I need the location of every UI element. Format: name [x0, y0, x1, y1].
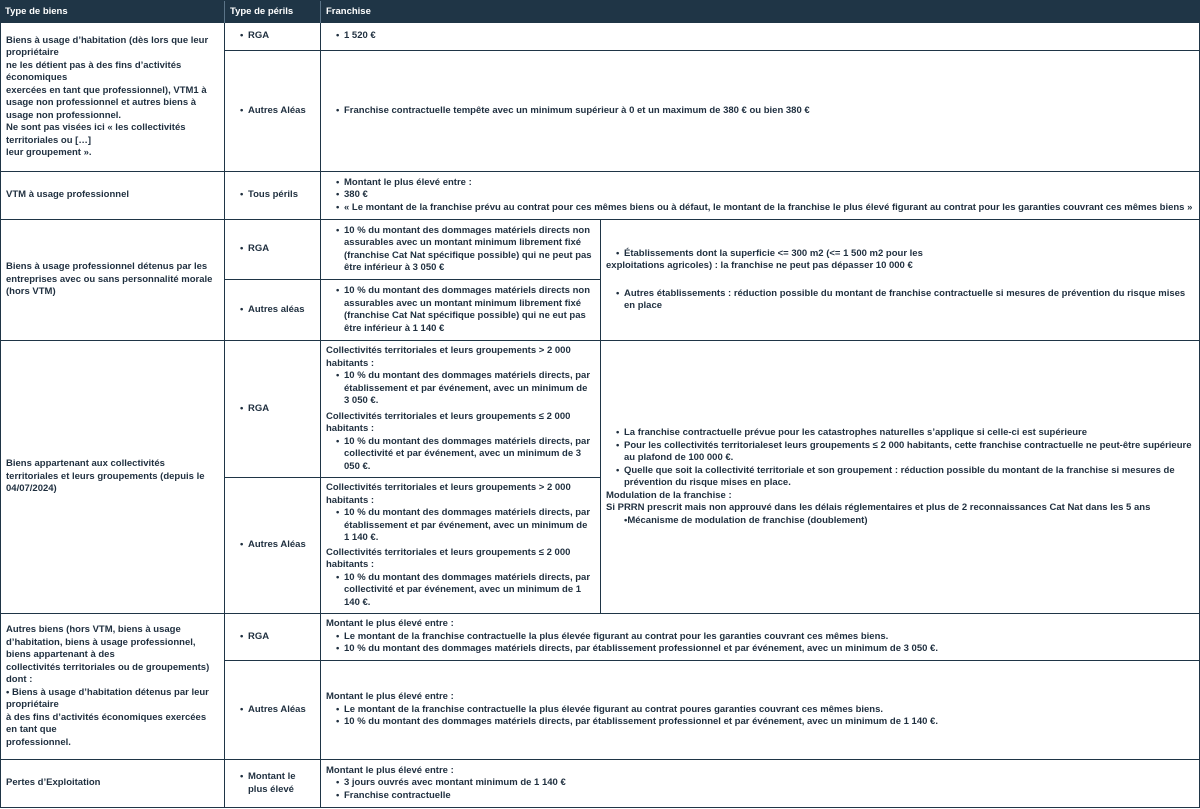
- franchise-item: • Franchise contractuelle tempête avec un minimum supérieur à 0 et un maximum de 380 € ou bien 380 €: [336, 105, 1194, 118]
- franchise-item: • Franchise contractuelle: [336, 790, 1194, 803]
- type-line: leur groupement ».: [6, 147, 92, 158]
- peril-label: • Autres Aléas: [240, 105, 315, 118]
- franchise-item: • 10 % du montant des dommages matériels directs, par collectivité et par événement, avec un minimum de 1 140 €.: [336, 572, 595, 610]
- franchise-item: • 10 % du montant des dommages matériels directs, par établissement et par événement, avec un minimum de 3 050 €.: [336, 370, 595, 408]
- peril-label: • Tous périls: [240, 189, 315, 202]
- franchise-item: • 10 % du montant des dommages matériels directs, par collectivité et par événement, avec un minimum de 3 050 €.: [336, 436, 595, 474]
- franchise-heading: Collectivités territoriales et leurs groupements ≤ 2 000 habitants :: [326, 410, 571, 434]
- franchise-cell: [320, 280, 600, 341]
- type-autres-biens: [0, 614, 224, 760]
- peril-autres-aleas: [224, 661, 320, 760]
- peril-label: • Autres aléas: [240, 304, 315, 317]
- peril-label: • RGA: [240, 631, 315, 644]
- franchise-cell: [320, 661, 1200, 760]
- franchise-item: • 10 % du montant des dommages matériels directs, par établissement professionnel et par événement, avec un minimum de 1 140 €.: [336, 716, 1194, 729]
- condition-item: • Quelle que soit la collectivité territoriale et son groupement : réduction possible du montant de la franchise si mesures de prévention du risque mises en place.: [616, 465, 1194, 490]
- peril-rga: [224, 23, 320, 51]
- franchise-heading: Montant le plus élevé entre :: [326, 691, 454, 703]
- header-type-de-biens: Type de biens: [0, 1, 224, 23]
- peril-autres-aleas: [224, 51, 320, 172]
- peril-label: • RGA: [240, 30, 315, 43]
- franchise-heading: Montant le plus élevé entre :: [326, 764, 454, 776]
- franchise-heading: Collectivités territoriales et leurs groupements > 2 000 habitants :: [326, 482, 571, 506]
- peril-label: • Montant le plus élevé: [240, 771, 315, 796]
- modulation-text: Si PRRN prescrit mais non approuvé dans les délais réglementaires et plus de 2 reconnaissances Cat Nat dans les 5 ans: [606, 502, 1151, 513]
- type-line: • Biens à usage d’habitation détenus par leur propriétaire: [6, 686, 209, 710]
- peril-label: • Autres Aléas: [240, 539, 315, 552]
- header-type-de-perils: Type de périls: [224, 1, 320, 23]
- franchise-item: • Le montant de la franchise contractuelle la plus élevée figurant au contrat pour les garanties couvrant ces mêmes biens.: [336, 631, 1194, 644]
- franchise-cell: [320, 614, 1200, 661]
- peril-montant: [224, 760, 320, 808]
- franchise-heading: Montant le plus élevé entre :: [326, 618, 454, 630]
- franchise-item: • 1 520 €: [336, 30, 1194, 43]
- peril-label: • RGA: [240, 403, 315, 416]
- type-line: exercées en tant que professionnel), VTM1 à usage non professionnel et autres biens à usage non professionnel.: [6, 84, 207, 121]
- type-biens-pro: Biens à usage professionnel détenus par les entreprises avec ou sans personnalité morale (hors VTM): [0, 220, 224, 341]
- condition-item: • Autres établissements : réduction possible du montant de franchise contractuelle si mesures de prévention du risque mises en place: [616, 288, 1194, 313]
- type-pertes-exploitation: Pertes d’Exploitation: [0, 760, 224, 808]
- franchise-item: • 3 jours ouvrés avec montant minimum de 1 140 €: [336, 777, 1194, 790]
- peril-label: • RGA: [240, 243, 315, 256]
- condition-line: Établissements dont la superficie <= 300 m2 (<= 1 500 m2 pour les: [624, 247, 923, 259]
- peril-rga: [224, 220, 320, 280]
- peril-autres-aleas: [224, 280, 320, 341]
- franchise-cell: [320, 760, 1200, 808]
- type-collectivites: Biens appartenant aux collectivités territoriales et leurs groupements (depuis le 04/07/2024): [0, 341, 224, 614]
- franchise-heading: Collectivités territoriales et leurs groupements > 2 000 habitants :: [326, 345, 571, 369]
- type-line: professionnel.: [6, 736, 71, 748]
- peril-autres-aleas: [224, 478, 320, 614]
- type-line: ne les détient pas à des fins d’activités économiques: [6, 59, 182, 83]
- type-line: Ne sont pas visées ici « les collectivités territoriales ou […]: [6, 122, 186, 146]
- franchise-conditions: [600, 341, 1200, 614]
- modulation-item: •Mécanisme de modulation de franchise (doublement): [624, 514, 868, 526]
- franchise-item: • Montant le plus élevé entre :: [336, 177, 1194, 190]
- condition-line: exploitations agricoles) : la franchise ne peut pas dépasser 10 000 €: [606, 260, 913, 271]
- franchise-cell: [320, 51, 1200, 172]
- franchise-item: • 10 % du montant des dommages matériels directs, par établissement et par événement, avec un minimum de 1 140 €.: [336, 507, 595, 545]
- condition-item: [616, 248, 1194, 261]
- franchise-cell: [320, 341, 600, 478]
- header-franchise: Franchise: [320, 1, 1200, 23]
- peril-label: • Autres Aléas: [240, 704, 315, 717]
- peril-rga: [224, 614, 320, 661]
- franchise-item: • 10 % du montant des dommages matériels directs, par établissement professionnel et par événement, avec un minimum de 3 050 €.: [336, 643, 1194, 656]
- franchise-item: • 380 €: [336, 189, 1194, 202]
- franchise-item: • « Le montant de la franchise prévu au contrat pour ces mêmes biens ou à défaut, le montant de la franchise le plus élevé figurant au contrat pour les garanties couvrant ces mêmes biens »: [336, 202, 1194, 215]
- franchise-cell: [320, 23, 1200, 51]
- type-line: Biens à usage d’habitation (dès lors que leur propriétaire: [6, 34, 209, 58]
- modulation-title: Modulation de la franchise :: [606, 489, 732, 501]
- franchise-item: • 10 % du montant des dommages matériels directs non assurables avec un montant minimum librement fixé (franchise Cat Nat spécifique possible) qui ne peut pas être inférieur à 3 050 €: [336, 225, 595, 275]
- type-vtm-pro: VTM à usage professionnel: [0, 172, 224, 220]
- peril-rga: [224, 341, 320, 478]
- type-habitation: [0, 23, 224, 172]
- franchise-item: • 10 % du montant des dommages matériels directs non assurables avec un montant minimum librement fixé (franchise Cat Nat spécifique possible) qui ne eut pas être inférieur à 1 140 €: [336, 285, 595, 335]
- franchise-cell: [320, 172, 1200, 220]
- type-line: Autres biens (hors VTM, biens à usage d’habitation, biens à usage professionnel, biens appartenant à des: [6, 624, 196, 660]
- condition-item: • La franchise contractuelle prévue pour les catastrophes naturelles s’applique si celle-ci est supérieure: [616, 427, 1194, 440]
- peril-tous-perils: [224, 172, 320, 220]
- franchise-heading: Collectivités territoriales et leurs groupements ≤ 2 000 habitants :: [326, 546, 571, 570]
- type-line: collectivités territoriales ou de groupements) dont :: [6, 661, 210, 685]
- franchise-conditions: [600, 220, 1200, 341]
- type-line: à des fins d’activités économiques exercées en tant que: [6, 711, 207, 735]
- franchise-cell: [320, 478, 600, 614]
- condition-item: • Pour les collectivités territorialeset leurs groupements ≤ 2 000 habitants, cette franchise contractuelle ne peut-être supérieure au plafond de 100 000 €.: [616, 440, 1194, 465]
- franchise-cell: [320, 220, 600, 280]
- franchise-item: • Le montant de la franchise contractuelle la plus élevée figurant au contrat poures garanties couvrant ces mêmes biens.: [336, 704, 1194, 717]
